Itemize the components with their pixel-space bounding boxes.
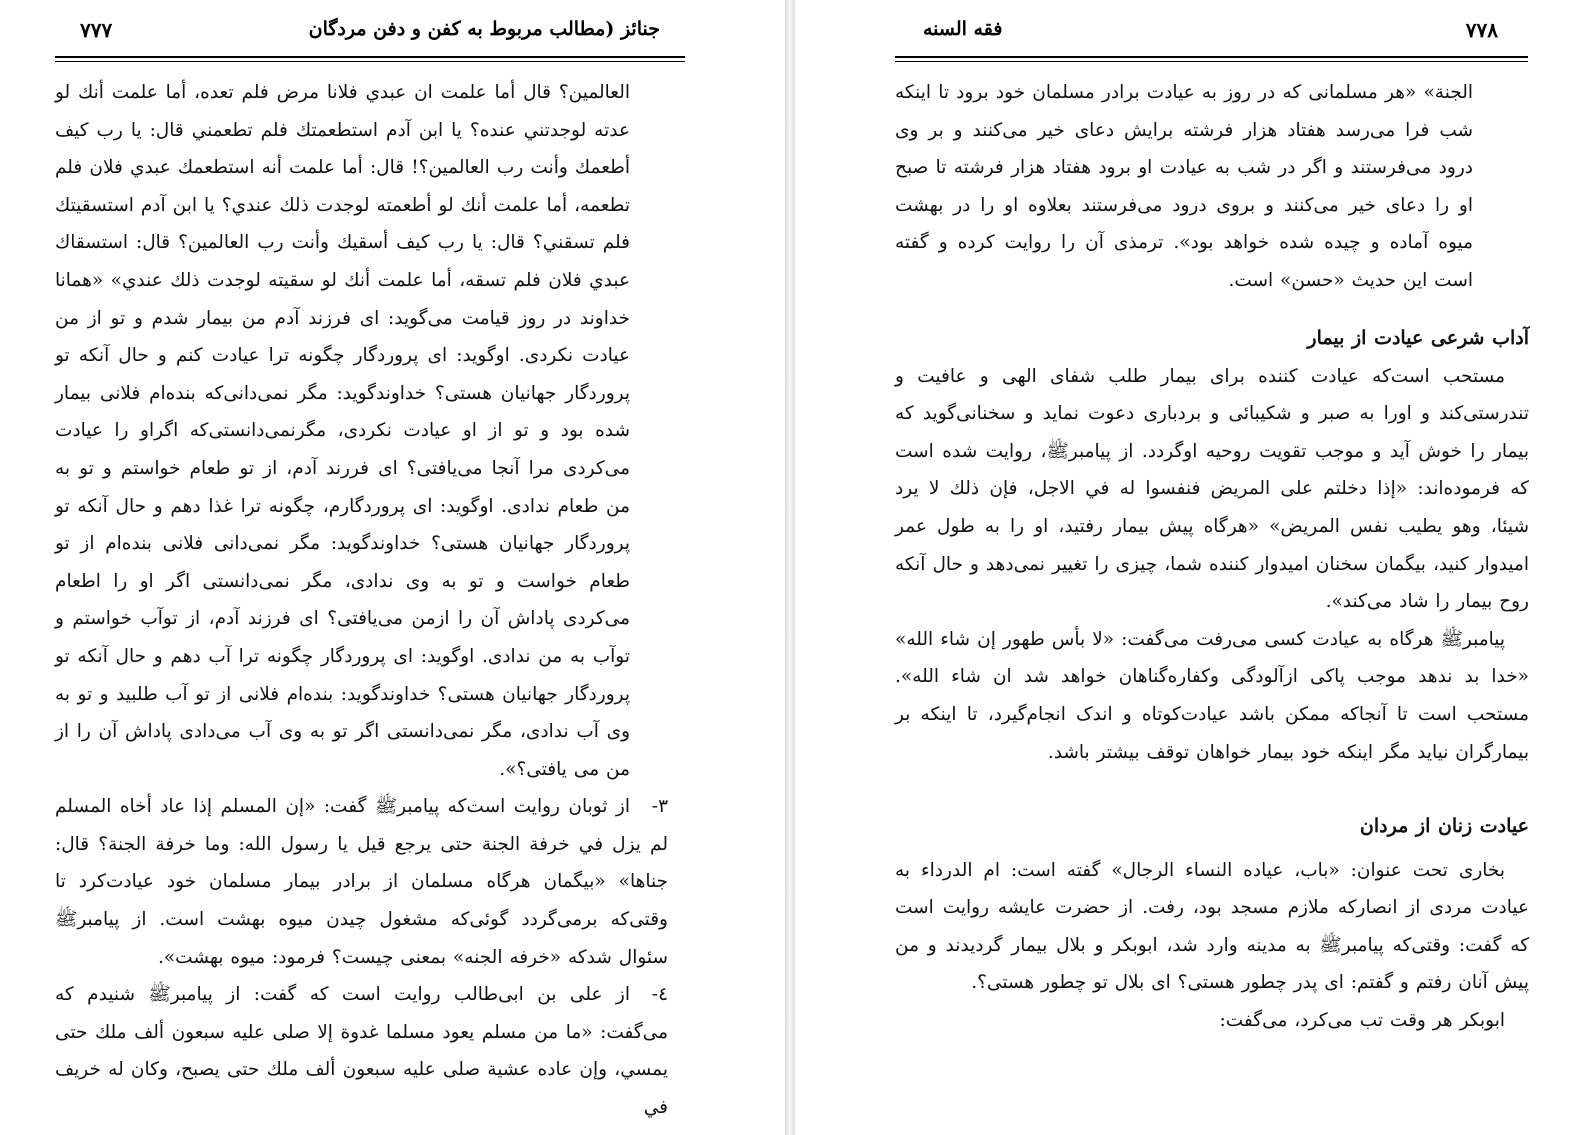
left-paragraph-1: العالمين؟ قال أما علمت ان عبدي فلانا مرض فلم تعده، أما علمت أنك لو عدته لوجدتني عنده؟ يا ابن آدم استطعمتك فلم تطعمني قال: يا رب كيف أطعمك وأنت رب العالمين؟! قال: أما علمت أنه استطعمك عبدي فلان فلم تطعمه، أما علمت أنك لو أطعمته لوجدت ذلك عندي؟ يا ابن آدم استسقيتك فلم تسقني؟ قال: يا رب كيف أسقيك وأنت رب العالمين؟ قال: استسقاك عبدي فلان فلم تسقه، أما علمت أنك لو سقيته لوجدت ذلك عندي» «همانا خداوند در روز قیامت می‌گوید: ای فرزند آدم من بیمار شدم و تو از من عیادت نکردی. اوگوید: ای پروردگار چگونه ترا عیادت کنم و حال آنکه تو پروردگار جهانیان هستی؟ خداوندگوید: مگر نمی‌دانی‌که بنده‌ام فلانی بیمار شده بود و تو از او عیادت نکردی، مگرنمی‌دانستی‌که اگراو را عیادت می‌کردی مرا آنجا می‌یافتی؟ ای فررند آدم، از تو طعام خواستم و تو به من طعام ندادی. اوگوید: ای پروردگارم، چگونه ترا غذا دهم و حال آنکه تو پروردگار جهانیان هستی؟ خداوندگوید: مگر نمی‌دانی فلانی بنده‌ام از تو طعام خواست و تو به وی ندادی، مگر نمی‌دانستی اگر او را اطعام می‌کردی پاداش آن را ازمن می‌یافتی؟ ای فرزند آدم، از توآب خواستم و توآب به من ندادی. اوگوید: ای پروردگار چگونه ترا آب دهم و حال آنکه تو پروردگار جهانیان هستی؟ خداوندگوید: بنده‌ام فلانی از تو آب طلبید و تو به وی آب ندادی، مگر نمی‌دانستی اگر تو به وی آب می‌دادی پاداش آن را از من می یافتی؟». bbox=[55, 82, 630, 780]
right-page-number: ٧٧٨ bbox=[1465, 18, 1498, 42]
list-item-3-text: از ثوبان روایت است‌که پیامبرﷺ گفت: «إن المسلم إذا عاد أخاه المسلم لم يزل في خرفة الجنة حتى يرجع قيل يا رسول الله: وما خرفة الجنة؟ قال: جناها» «بیگمان هرگاه مسلمان از برادر بیمار مسلمان خود عیادت‌کرد تا وقتی‌که برمی‌گردد گوئی‌که مشغول چیدن میوه بهشت است. از پیامبرﷺ سئوال شدکه «خرفه الجنه» بمعنی چیست؟ فرمود: میوه بهشت». bbox=[55, 796, 668, 968]
right-section-1-paragraph-1: مستحب است‌که عیادت کننده برای بیمار طلب شفای الهی و عافیت و تندرستی‌کند و اورا به صبر و شکیبائی و بردباری دعوت نماید و سخنانی‌گوید که بیمار را خوش آید و موجب تقویت روحیه اوگردد. از پیامبرﷺ، روایت شده است که فرموده‌اند: «إذا دخلتم على المريض فنفسوا له في الاجل، فإن ذلك لا يرد شيئا، وهو يطيب نفس المريض» «هرگاه پیش بیمار رفتید، او را به طول عمر امیدوار کنید، بیگمان سخنان امیدوار کننده شما، چیزی را تغییر نمی‌دهد و حال آنکه روح بیمار را شاد می‌کند». bbox=[895, 365, 1529, 613]
left-header-rule bbox=[55, 56, 685, 58]
book-gutter bbox=[785, 0, 795, 1135]
section-heading-visiting-etiquette: آداب شرعی عیادت از بیمار bbox=[1307, 327, 1529, 349]
right-section-2-paragraph-1: بخاری تحت عنوان: «باب، عياده النساء الرجال» گفته است: ام الدرداء به عیادت مردی از انصارکه ملازم مسجد بود، رفت. از حضرت عایشه روایت است که گفت: وقتی‌که پیامبرﷺ به مدینه وارد شد، ابوبکر و بلال بیمار گردیدند و من پیش آنان رفتم و گفتم: ای پدر چطور هستی؟ ای بلال تو چطور هستی؟. bbox=[895, 859, 1529, 994]
list-item-4 bbox=[55, 976, 668, 1126]
right-section-1 bbox=[895, 320, 1529, 771]
right-section-2 bbox=[895, 808, 1529, 1040]
right-page-body bbox=[895, 74, 1473, 300]
right-section-2-closing-line: ابوبکر هر وقت تب می‌کرد، می‌گفت: bbox=[1219, 1009, 1505, 1031]
left-page bbox=[0, 0, 785, 1135]
right-header-rule-thin bbox=[895, 61, 1528, 62]
section-heading-women-visiting-men: عیادت زنان از مردان bbox=[1359, 815, 1529, 837]
left-page-body bbox=[55, 74, 668, 1127]
list-item-4-number: ٤- bbox=[651, 984, 668, 1006]
right-intro-paragraph: الجنة» «هر مسلمانی که در روز به عیادت برادر مسلمان خود برود تا اینکه شب فرا می‌رسد هفتاد هزار فرشته برایش دعای خیر می‌کنند و بر وی درود می‌فرستند و اگر در شب به عیادت او برود هفتاد هزار فرشته تا صبح او را دعای خیر می‌کنند و بروی درود می‌فرستند بعلاوه او را در بهشت میوه آماده و چیده شده خواهد بود». ترمذی آن را روایت کرده و گفته است این حدیث «حسن» است. bbox=[895, 82, 1473, 291]
left-page-header bbox=[55, 18, 685, 52]
right-page-header bbox=[895, 18, 1528, 52]
list-item-4-text: از علی بن ابی‌طالب روایت است که گفت: از پیامبرﷺ شنیدم که می‌گفت: «ما من مسلم يعود مسلما غدوة إلا صلى عليه سبعون ألف ملك حتى يمسي، وإن عاده عشية صلى عليه سبعون ألف ملك حتى يصبح، وكان له خريف في bbox=[55, 984, 668, 1119]
left-header-rule-thin bbox=[55, 61, 685, 62]
list-item-3 bbox=[55, 788, 668, 976]
list-item-3-number: ٣- bbox=[651, 796, 668, 818]
right-running-title: فقه السنه bbox=[923, 18, 1003, 40]
left-page-number: ٧٧٧ bbox=[80, 18, 113, 42]
right-section-1-paragraph-2: پیامبرﷺ هرگاه به عیادت کسی می‌رفت می‌گفت: «لا بأس طهور إن شاء الله» «خدا بد ندهد موجب پاکی ازآلودگی وکفاره‌گناهان خواهد شد ان شاء الله». مستحب است تا آنجاکه ممکن باشد عیادت‌کوتاه و اندک انجام‌گیرد، تا اینکه بر بیمارگران نیاید مگر اینکه خود بیمار خواهان توقف بیشتر باشد. bbox=[895, 628, 1529, 763]
right-header-rule bbox=[895, 56, 1528, 58]
right-page bbox=[795, 0, 1581, 1135]
left-running-title: جنائز (مطالب مربوط به کفن و دفن مردگان bbox=[308, 18, 660, 40]
